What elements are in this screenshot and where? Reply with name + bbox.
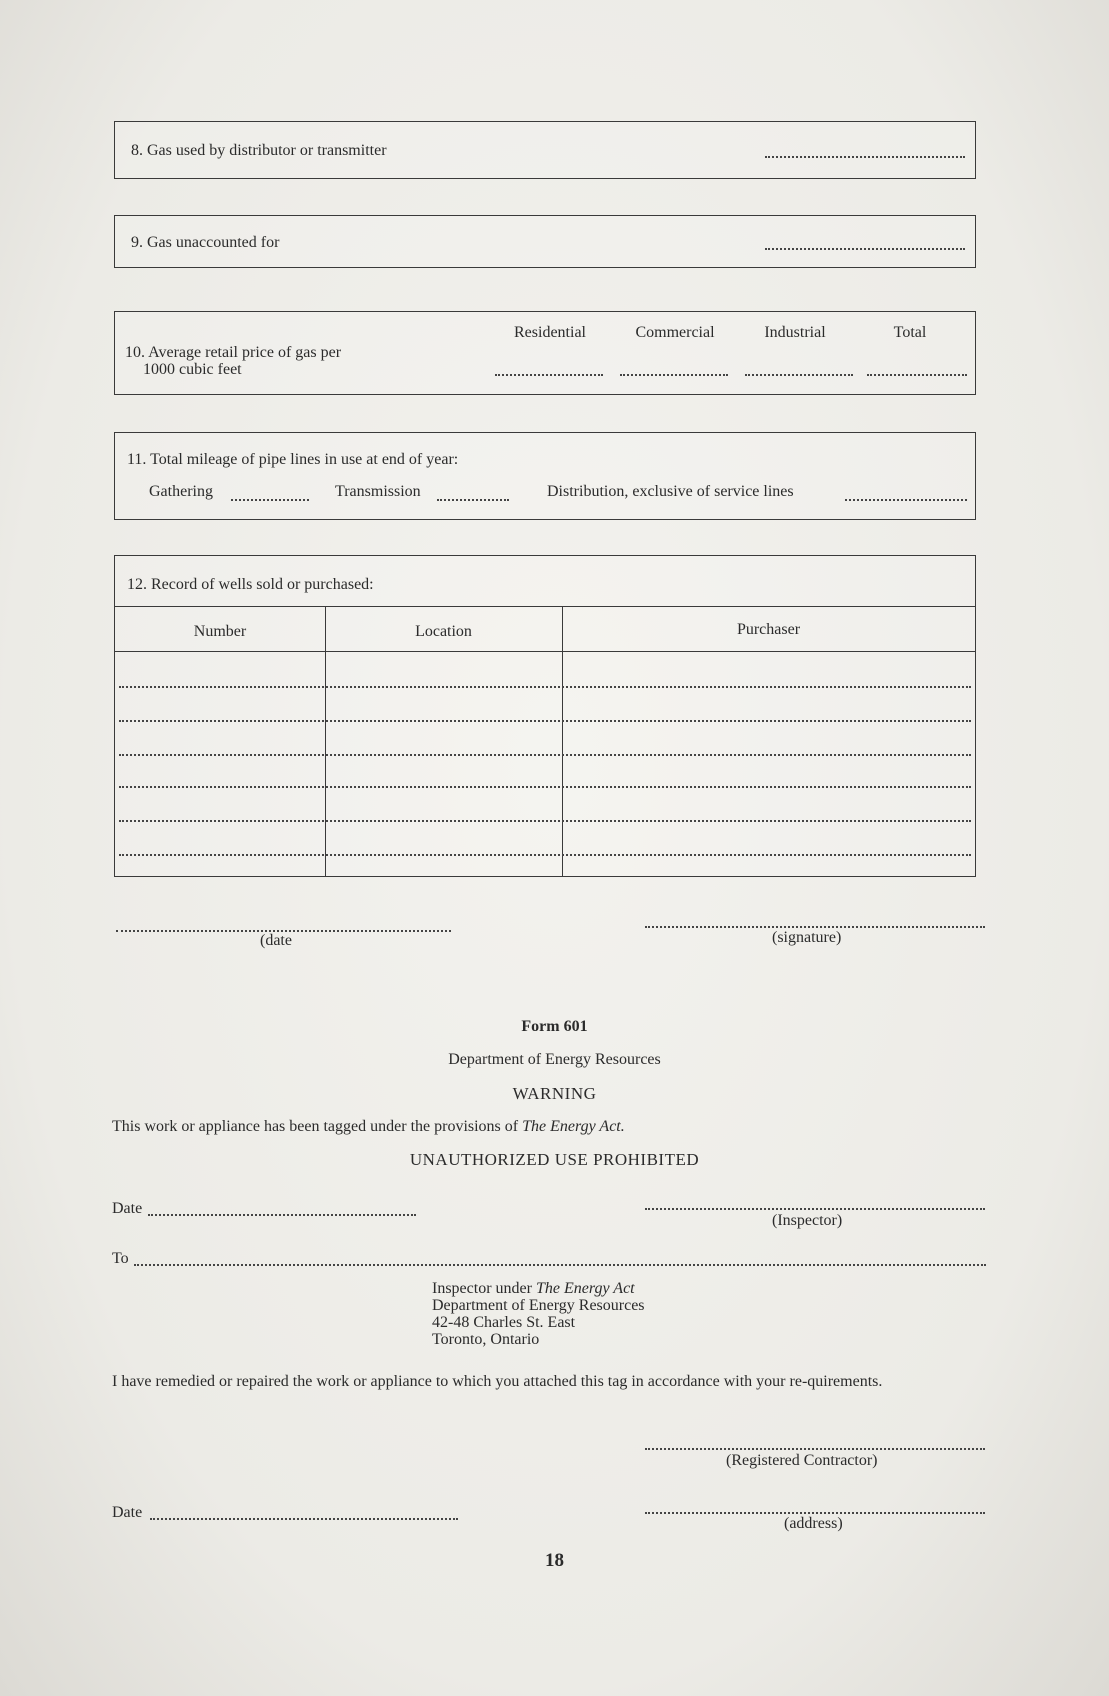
form-address-caption: (address) xyxy=(784,1515,843,1532)
item-9-entry-line[interactable] xyxy=(765,248,965,250)
form-inspector-caption: (Inspector) xyxy=(772,1212,843,1229)
form-tagged-statement xyxy=(112,1118,625,1136)
item-10-residential-entry[interactable] xyxy=(495,374,603,376)
item-12-col-divider-2 xyxy=(562,606,563,876)
form-department: Department of Energy Resources xyxy=(448,1051,661,1068)
item-12-header-top-rule xyxy=(115,606,975,607)
form-address-line1 xyxy=(432,1280,645,1297)
form-inspector-address xyxy=(432,1280,645,1348)
item-10-industrial-entry[interactable] xyxy=(745,374,853,376)
item-10-total-entry[interactable] xyxy=(867,374,967,376)
item-12-header-location: Location xyxy=(415,623,472,640)
item-8-label: 8. Gas used by distributor or transmitter xyxy=(131,142,387,159)
form-inspector-entry[interactable] xyxy=(645,1208,985,1210)
signature-entry-line[interactable] xyxy=(645,926,985,928)
item-11-gathering-label: Gathering xyxy=(149,483,213,500)
item-8-entry-line[interactable] xyxy=(765,156,965,158)
item-12-row-5[interactable] xyxy=(119,820,971,822)
item-11-transmission-label: Transmission xyxy=(335,483,421,500)
signature-caption: (signature) xyxy=(772,929,842,946)
item-12-header-number: Number xyxy=(193,623,247,640)
item-12-row-6[interactable] xyxy=(119,854,971,856)
form-to-entry[interactable] xyxy=(134,1264,986,1266)
form-address-line2: Department of Energy Resources xyxy=(432,1297,645,1314)
form-address-line4: Toronto, Ontario xyxy=(432,1331,540,1348)
form-tagged-prefix: This work or appliance has been tagged under the provisions of xyxy=(112,1118,519,1135)
item-8-box xyxy=(114,121,976,179)
form-unauthorized: UNAUTHORIZED USE PROHIBITED xyxy=(409,1150,700,1169)
form-address-line1-prefix: Inspector under xyxy=(432,1280,532,1297)
item-12-label: 12. Record of wells sold or purchased: xyxy=(127,576,374,593)
item-12-row-2[interactable] xyxy=(119,720,971,722)
item-10-commercial-entry[interactable] xyxy=(620,374,728,376)
form-contractor-caption: (Registered Contractor) xyxy=(726,1452,878,1469)
item-10-label-line2: 1000 cubic feet xyxy=(143,361,242,378)
item-9-box xyxy=(114,215,976,268)
form-address-entry[interactable] xyxy=(645,1512,985,1514)
item-12-col-divider-1 xyxy=(325,606,326,876)
item-12-row-4[interactable] xyxy=(119,786,971,788)
page-number: 18 xyxy=(545,1550,564,1571)
item-11-distribution-entry[interactable] xyxy=(845,499,967,501)
item-10-col-residential: Residential xyxy=(514,324,586,341)
form-date-entry[interactable] xyxy=(148,1214,416,1216)
form-date2-entry[interactable] xyxy=(150,1518,458,1520)
item-11-box xyxy=(114,432,976,520)
form-to-label: To xyxy=(112,1250,129,1267)
form-date-label: Date xyxy=(112,1200,143,1217)
item-11-gathering-entry[interactable] xyxy=(231,499,309,501)
form-warning: WARNING xyxy=(512,1084,597,1103)
date-caption: (date xyxy=(260,932,292,949)
form-number: Form 601 xyxy=(521,1018,588,1035)
item-12-row-1[interactable] xyxy=(119,686,971,688)
item-12-header-purchaser: Purchaser xyxy=(736,621,801,638)
item-11-transmission-entry[interactable] xyxy=(437,499,509,501)
form-address-line3: 42-48 Charles St. East xyxy=(432,1314,576,1331)
item-10-col-industrial: Industrial xyxy=(764,324,826,341)
item-10-col-total: Total xyxy=(893,324,927,341)
form-date2-label: Date xyxy=(112,1504,143,1521)
item-10-col-commercial: Commercial xyxy=(635,324,715,341)
form-address-line1-act: The Energy Act xyxy=(535,1280,635,1297)
item-12-box xyxy=(114,555,976,877)
form-act-name: The Energy Act. xyxy=(522,1118,625,1135)
item-10-box xyxy=(114,311,976,395)
item-11-label: 11. Total mileage of pipe lines in use at end of year: xyxy=(127,451,459,468)
item-12-header-bottom-rule xyxy=(115,651,975,652)
item-12-row-3[interactable] xyxy=(119,754,971,756)
item-9-label: 9. Gas unaccounted for xyxy=(131,234,280,251)
form-contractor-entry[interactable] xyxy=(645,1448,985,1450)
form-remedied-statement: I have remedied or repaired the work or appliance to which you attached this tag in accordance with your re-quirements. xyxy=(112,1373,883,1390)
item-11-distribution-label: Distribution, exclusive of service lines xyxy=(547,483,794,500)
item-10-label-line1: 10. Average retail price of gas per xyxy=(125,344,342,361)
